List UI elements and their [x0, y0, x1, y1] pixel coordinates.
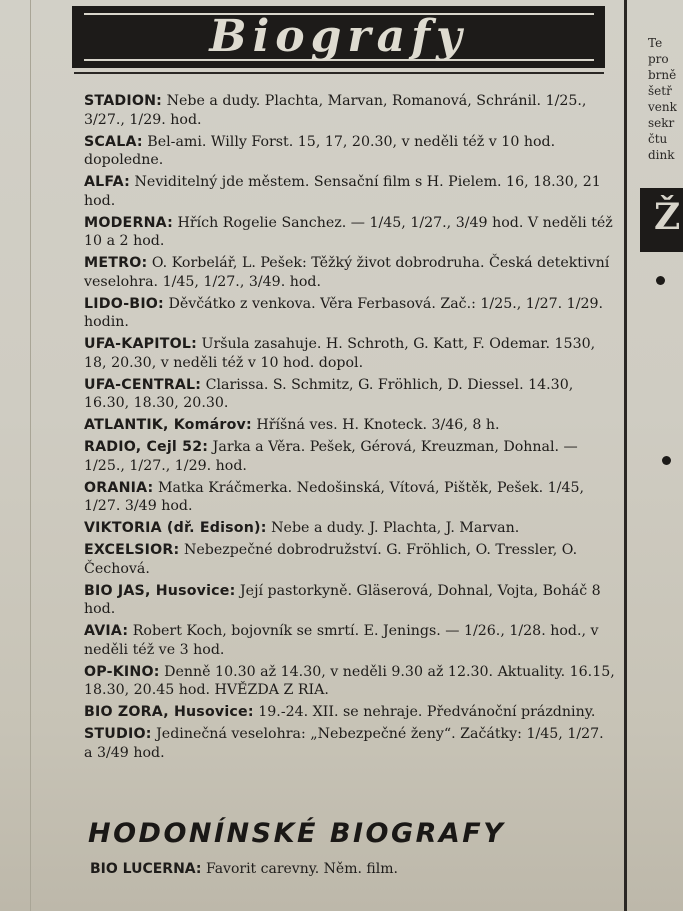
venue-name: UFA-KAPITOL:	[84, 336, 197, 352]
listing-entry	[84, 519, 616, 538]
entry-text: Neviditelný jde městem. Sensační film s H. Pielem. 16, 18.30, 21 hod.	[84, 174, 601, 209]
entry-text: Hříšná ves. H. Knoteck. 3/46, 8 h.	[256, 417, 500, 433]
listing-entry	[84, 663, 616, 700]
venue-name: AVIA:	[84, 623, 129, 639]
listing-entry	[84, 214, 616, 251]
header-banner-frame	[84, 13, 594, 61]
listing-entry	[84, 92, 616, 129]
adjacent-text-line: brně	[648, 68, 677, 82]
adjacent-text-line: dink	[648, 148, 675, 162]
listing-entry	[84, 254, 616, 291]
entry-text: Jarka a Věra. Pešek, Gérová, Kreuzman, Dohnal. — 1/25., 1/27., 1/29. hod.	[84, 439, 578, 474]
column-gutter-line	[30, 0, 31, 911]
entry-text: Uršula zasahuje. H. Schroth, G. Katt, F. Odemar. 1530, 18, 20.30, v neděli též v 10 hod. dopol.	[84, 336, 596, 371]
venue-name: MODERNA:	[84, 214, 173, 231]
entry-text: Nebezpečné dobrodružství. G. Fröhlich, O. Tressler, O. Čechová.	[84, 542, 578, 577]
venue-name: VIKTORIA (dř. Edison):	[84, 520, 267, 536]
listing-entry	[84, 703, 616, 722]
column-divider	[624, 0, 627, 911]
listing-entry	[84, 376, 616, 413]
venue-name: LIDO-BIO:	[84, 295, 164, 312]
venue-name: EXCELSIOR:	[84, 542, 180, 558]
listing-entry	[84, 438, 616, 475]
venue-name: STUDIO:	[84, 726, 152, 742]
listing-entry	[84, 173, 616, 210]
venue-name: ATLANTIK, Komárov:	[84, 417, 252, 433]
entry-text: O. Korbelář, L. Pešek: Těžký život dobrodruha. Česká detektivní veselohra. 1/45, 1/27., 3/49. hod.	[84, 255, 610, 290]
venue-name: RADIO, Cejl 52:	[84, 439, 209, 455]
listing-entry	[84, 541, 616, 578]
header-underline	[74, 72, 604, 74]
entry-text: Clarissa. S. Schmitz, G. Fröhlich, D. Diessel. 14.30, 16.30, 18.30, 20.30.	[84, 376, 574, 411]
cinema-listing	[84, 92, 616, 766]
bullet-dot	[656, 276, 665, 285]
entry-text: Hřích Rogelie Sanchez. — 1/45, 1/27., 3/49 hod. V neděli též 10 a 2 hod.	[84, 214, 613, 249]
header-banner	[72, 6, 605, 68]
entry-text: Matka Kráčmerka. Nedošinská, Vítová, Pištěk, Pešek. 1/45, 1/27. 3/49 hod.	[84, 479, 585, 514]
bullet-dot	[662, 456, 671, 465]
adjacent-text-line: pro	[648, 52, 669, 66]
entry-text: Nebe a dudy. J. Plachta, J. Marvan.	[271, 520, 520, 536]
listing-entry	[84, 582, 616, 619]
entry-text: Její pastorkyně. Gläserová, Dohnal, Vojta, Boháč 8 hod.	[84, 582, 601, 617]
entry-text: Děvčátko z venkova. Věra Ferbasová. Zač.: 1/25., 1/27. 1/29. hodin.	[84, 295, 604, 330]
page-title: Biografy	[209, 11, 468, 62]
venue-name: METRO:	[84, 255, 148, 271]
listing-entry	[84, 622, 616, 659]
venue-name: BIO JAS, Husovice:	[84, 582, 236, 599]
entry-text: Nebe a dudy. Plachta, Marvan, Romanová, Schránil. 1/25., 3/27., 1/29. hod.	[84, 93, 587, 128]
venue-name: STADION:	[84, 93, 163, 109]
adjacent-text-line: šetř	[648, 84, 672, 98]
listing-entry	[84, 416, 616, 435]
listing-entry	[84, 335, 616, 372]
venue-name: ALFA:	[84, 174, 130, 190]
entry-text: Robert Koch, bojovník se smrtí. E. Jenings. — 1/26., 1/28. hod., v neděli též ve 3 hod.	[84, 623, 599, 658]
entry-text: Denně 10.30 až 14.30, v neděli 9.30 až 12.30. Aktuality. 16.15, 18.30, 20.45 hod. HVĚZDA Z RIA.	[84, 663, 615, 698]
adjacent-heading-block	[640, 188, 683, 252]
listing-entry	[84, 479, 616, 516]
listing-entry-lucerna	[90, 860, 610, 878]
adjacent-heading-letter: Ž	[654, 196, 681, 238]
entry-text: Favorit carevny. Něm. film.	[205, 861, 398, 877]
venue-name: BIO LUCERNA:	[90, 861, 202, 877]
adjacent-text-line: Te	[648, 36, 663, 50]
adjacent-column-fragment	[640, 0, 683, 911]
entry-text: Jedinečná veselohra: „Nebezpečné ženy“. Začátky: 1/45, 1/27. a 3/49 hod.	[84, 726, 604, 761]
section-title-hodoninske: HODONÍNSKÉ BIOGRAFY	[88, 818, 506, 849]
entry-text: Bel-ami. Willy Forst. 15, 17, 20.30, v neděli též v 10 hod. dopoledne.	[84, 133, 556, 168]
venue-name: OP-KINO:	[84, 663, 160, 680]
venue-name: ORANIA:	[84, 479, 154, 496]
adjacent-text-line: sekr	[648, 116, 675, 130]
venue-name: UFA-CENTRAL:	[84, 376, 202, 393]
venue-name: SCALA:	[84, 133, 143, 150]
entry-text: 19.-24. XII. se nehraje. Předvánoční prázdniny.	[258, 704, 596, 720]
listing-entry	[84, 133, 616, 170]
adjacent-text-line: venk	[648, 100, 677, 114]
listing-entry	[84, 295, 616, 332]
venue-name: BIO ZORA, Husovice:	[84, 704, 254, 720]
listing-entry	[84, 725, 616, 762]
adjacent-text-line: čtu	[648, 132, 668, 146]
